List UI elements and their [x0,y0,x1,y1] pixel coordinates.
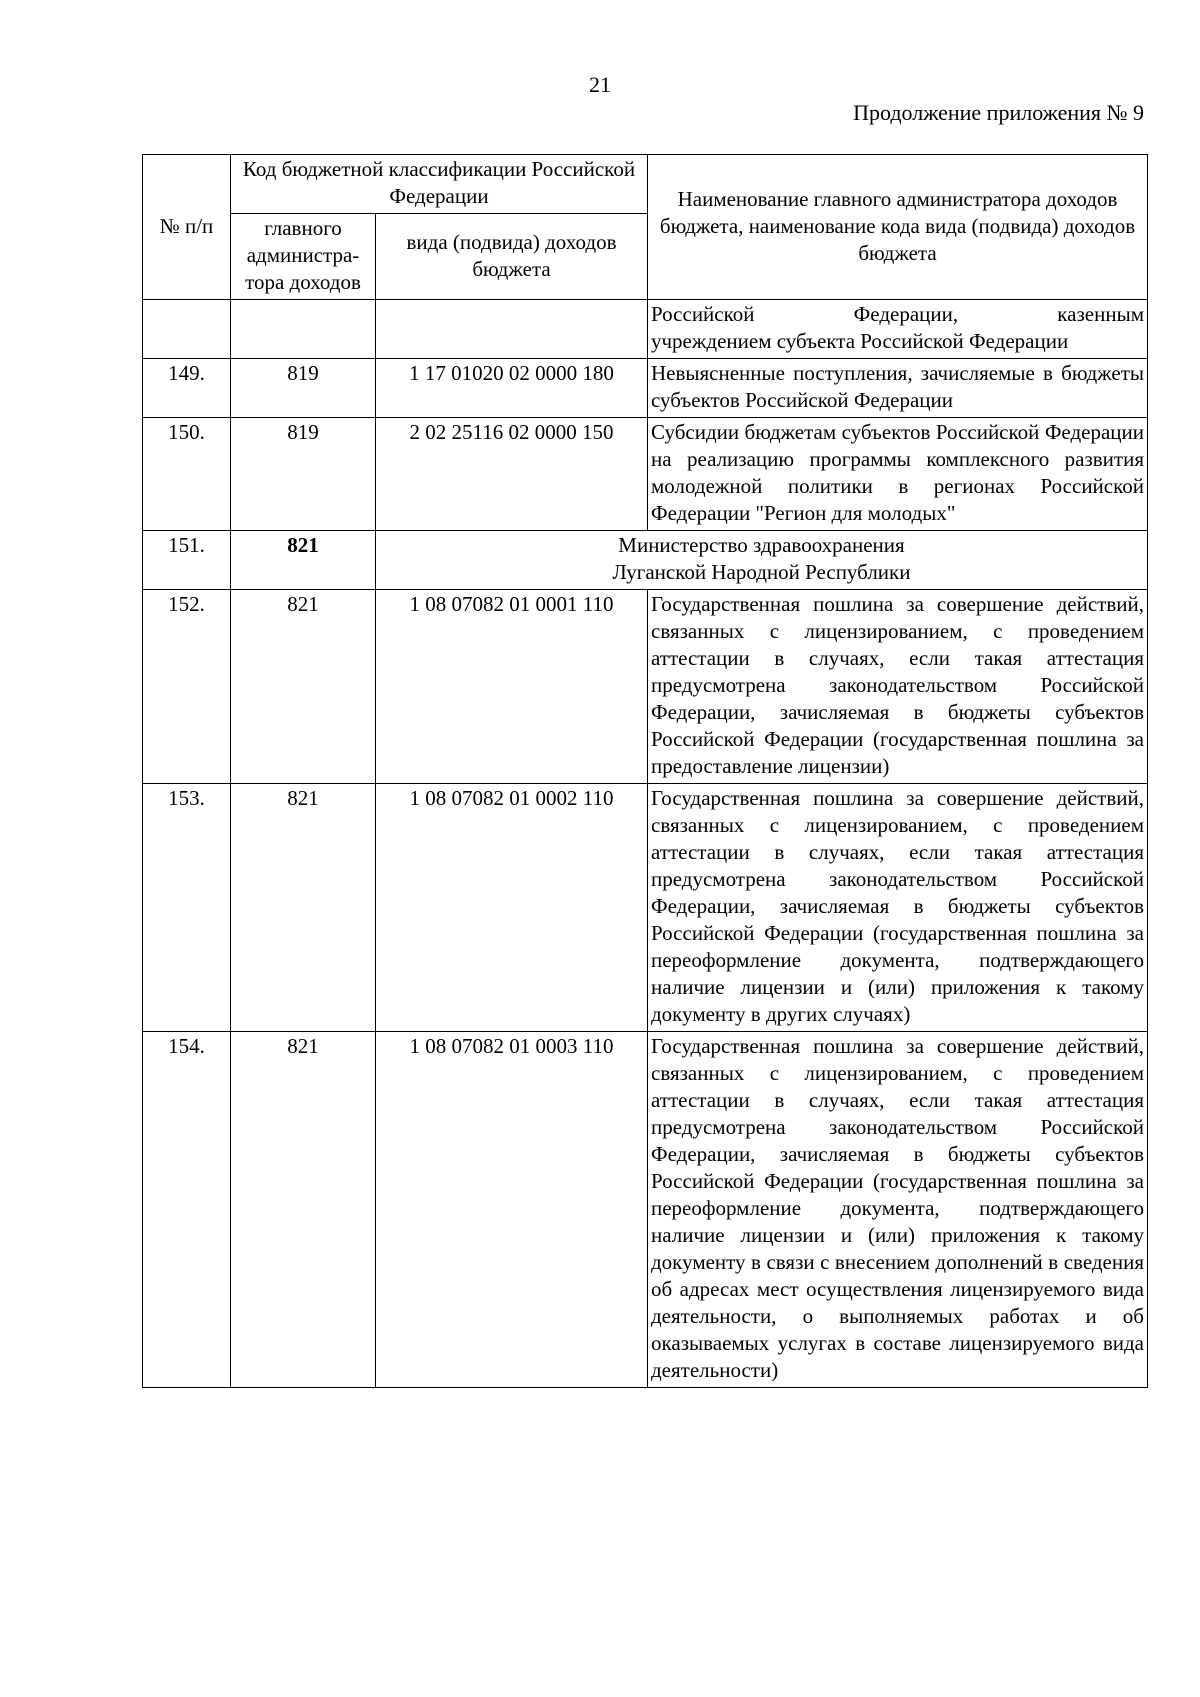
cell-revenue-code: 1 08 07082 01 0001 110 [376,590,648,784]
cell-number: 154. [143,1032,231,1388]
cell-number: 150. [143,418,231,531]
continuation-line-1: Российской Федерации, казенным [651,302,1144,326]
revenue-classification-table [142,154,1148,1388]
cell-admin-code: 821 [231,590,376,784]
header-classification-code: Код бюджетной классификации Российской Федерации [231,155,648,214]
table-row [143,784,1148,1032]
cell-name [648,300,1148,359]
cell-admin-code: 821 [231,531,376,590]
cell-admin-code: 819 [231,359,376,418]
table-row-ministry [143,531,1148,590]
cell-number: 149. [143,359,231,418]
cell-name: Государственная пошлина за совершение действий, связанных с лицензированием, с проведением аттестации в случаях, если такая аттестация предусмотрена законодательством Российской Федерации, зачисляемая в бюджеты субъектов Российской Федерации (государственная пошлина за переоформление документа, подтверждающего наличие лицензии и (или) приложения к такому документу в других случаях) [648,784,1148,1032]
cell-admin-code: 821 [231,784,376,1032]
cell-name: Субсидии бюджетам субъектов Российской Федерации на реализацию программы комплексного развития молодежной политики в регионах Российской Федерации "Регион для молодых" [648,418,1148,531]
cell-ministry-name [376,531,1148,590]
appendix-continuation-label: Продолжение приложения № 9 [853,100,1144,125]
table-row [143,590,1148,784]
cell-number: 153. [143,784,231,1032]
header-revenue-type-code: вида (подвида) доходов бюджета [376,214,648,300]
cell-name: Государственная пошлина за совершение действий, связанных с лицензированием, с проведением аттестации в случаях, если такая аттестация предусмотрена законодательством Российской Федерации, зачисляемая в бюджеты субъектов Российской Федерации (государственная пошлина за переоформление документа, подтверждающего наличие лицензии и (или) приложения к такому документу в связи с внесением дополнений в сведения об адресах мест осуществления лицензируемого вида деятельности, о выполняемых работах и об оказываемых услугах в составе лицензируемого вида деятельности) [648,1032,1148,1388]
cell-admin-code [231,300,376,359]
ministry-name-line-2: Луганской Народной Республики [612,560,911,584]
cell-revenue-code: 1 08 07082 01 0003 110 [376,1032,648,1388]
ministry-name-line-1: Министерство здравоохранения [618,533,905,557]
page-number: 21 [589,72,611,97]
continuation-line-2: учреждением субъекта Российской Федерации [651,329,1069,353]
cell-name: Невыясненные поступления, зачисляемые в бюджеты субъектов Российской Федерации [648,359,1148,418]
cell-number: 151. [143,531,231,590]
cell-admin-code: 819 [231,418,376,531]
cell-number [143,300,231,359]
cell-revenue-code: 2 02 25116 02 0000 150 [376,418,648,531]
cell-revenue-code [376,300,648,359]
header-number: № п/п [143,155,231,300]
cell-admin-code: 821 [231,1032,376,1388]
table-row [143,418,1148,531]
table-row-continuation [143,300,1148,359]
header-admin-code: главного администра-тора доходов [231,214,376,300]
cell-revenue-code: 1 08 07082 01 0002 110 [376,784,648,1032]
table-header-row [143,155,1148,214]
cell-number: 152. [143,590,231,784]
table-row [143,1032,1148,1388]
table-row [143,359,1148,418]
header-name: Наименование главного администратора доходов бюджета, наименование кода вида (подвида) доходов бюджета [648,155,1148,300]
cell-revenue-code: 1 17 01020 02 0000 180 [376,359,648,418]
cell-name: Государственная пошлина за совершение действий, связанных с лицензированием, с проведением аттестации в случаях, если такая аттестация предусмотрена законодательством Российской Федерации, зачисляемая в бюджеты субъектов Российской Федерации (государственная пошлина за предоставление лицензии) [648,590,1148,784]
